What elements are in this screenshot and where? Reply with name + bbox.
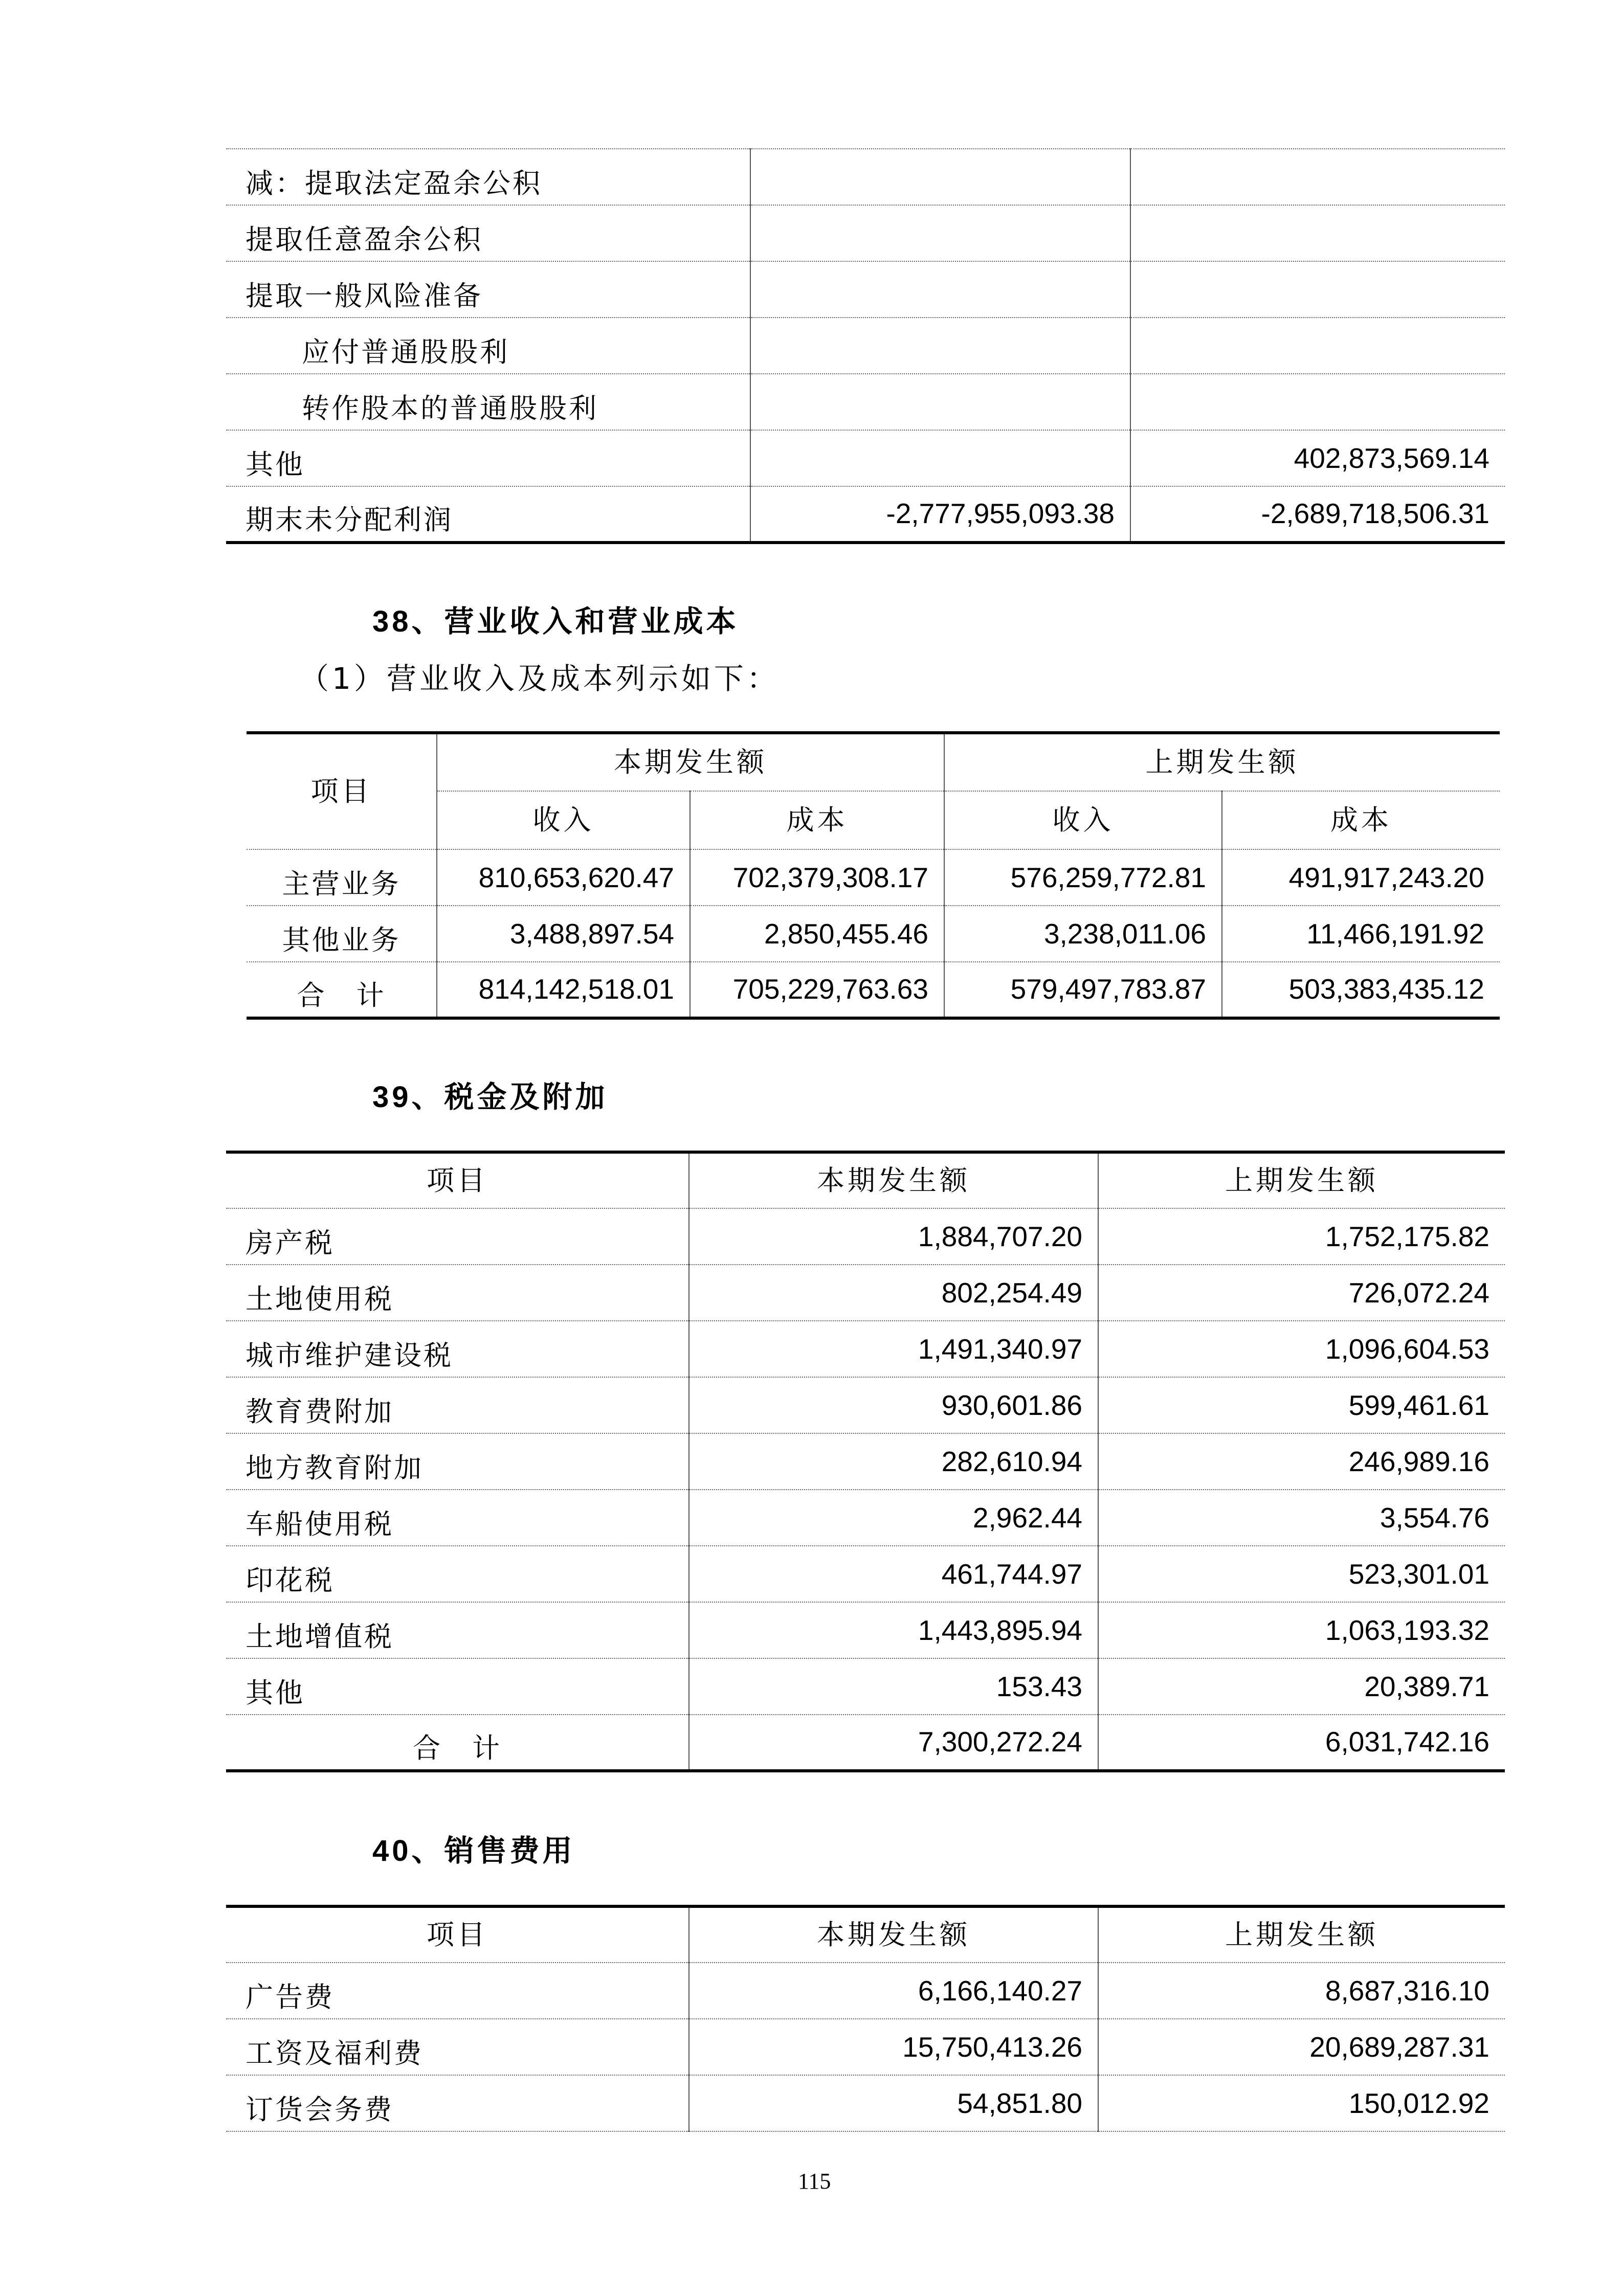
row-current-cost: 2,850,455.46 [690, 906, 944, 962]
row-current-value [750, 205, 1130, 261]
row-label: 主营业务 [247, 849, 437, 906]
row-label: 减：提取法定盈余公积 [226, 149, 750, 205]
total-label: 合 计 [226, 1715, 689, 1771]
row-label: 提取任意盈余公积 [226, 205, 750, 261]
section-38-heading: 38、营业收入和营业成本 [372, 605, 739, 638]
row-previous-value: 246,989.16 [1098, 1433, 1505, 1490]
row-current-value: 153.43 [689, 1658, 1098, 1715]
row-current-value: 282,610.94 [689, 1433, 1098, 1490]
table-taxes-surcharges [226, 1151, 1505, 1772]
table-row [226, 1265, 1505, 1321]
header-previous-cost: 成本 [1222, 791, 1500, 849]
table-retained-earnings [226, 148, 1505, 544]
row-previous-value [1130, 205, 1505, 261]
row-current-value [750, 149, 1130, 205]
table-row [226, 486, 1505, 543]
header-current-period: 本期发生额 [689, 1906, 1098, 1963]
row-current-value [750, 374, 1130, 430]
row-previous-value: 8,687,316.10 [1098, 1963, 1505, 2019]
row-current-value: 802,254.49 [689, 1265, 1098, 1321]
row-current-revenue: 814,142,518.01 [437, 962, 690, 1018]
header-current-revenue: 收入 [437, 791, 690, 849]
row-current-cost: 705,229,763.63 [690, 962, 944, 1018]
table-row [226, 261, 1505, 318]
row-previous-value: 1,096,604.53 [1098, 1321, 1505, 1377]
table-row [226, 149, 1505, 205]
row-current-value: -2,777,955,093.38 [750, 486, 1130, 543]
table-row [226, 2019, 1505, 2075]
row-label: 城市维护建设税 [226, 1321, 689, 1377]
row-label: 合 计 [247, 962, 437, 1018]
table-row [226, 1208, 1505, 1265]
header-previous-period: 上期发生额 [1098, 1152, 1505, 1208]
table-row [247, 962, 1500, 1018]
section-38-subheading: （1）营业收入及成本列示如下： [299, 661, 780, 696]
row-previous-cost: 11,466,191.92 [1222, 906, 1500, 962]
row-previous-value: 523,301.01 [1098, 1546, 1505, 1602]
row-label: 地方教育附加 [226, 1433, 689, 1490]
table-selling-expenses [226, 1905, 1505, 2132]
row-current-revenue: 810,653,620.47 [437, 849, 690, 906]
row-current-value: 15,750,413.26 [689, 2019, 1098, 2075]
row-previous-revenue: 579,497,783.87 [944, 962, 1222, 1018]
row-current-revenue: 3,488,897.54 [437, 906, 690, 962]
table-row [226, 374, 1505, 430]
row-label: 工资及福利费 [226, 2019, 689, 2075]
table-row [226, 205, 1505, 261]
row-previous-value: 1,752,175.82 [1098, 1208, 1505, 1265]
section-40-heading: 40、销售费用 [372, 1834, 575, 1867]
row-current-value: 1,443,895.94 [689, 1602, 1098, 1658]
row-current-value: 1,491,340.97 [689, 1321, 1098, 1377]
row-previous-revenue: 3,238,011.06 [944, 906, 1222, 962]
table-row [226, 1546, 1505, 1602]
row-current-value [750, 261, 1130, 318]
table-row [226, 1433, 1505, 1490]
header-current-period: 本期发生额 [437, 733, 944, 791]
header-item: 项目 [247, 733, 437, 849]
row-previous-value [1130, 149, 1505, 205]
row-label: 土地使用税 [226, 1265, 689, 1321]
header-previous-revenue: 收入 [944, 791, 1222, 849]
table-row [226, 1715, 1505, 1771]
row-previous-value: -2,689,718,506.31 [1261, 498, 1489, 529]
row-previous-cost: 491,917,243.20 [1222, 849, 1500, 906]
total-previous-value: 6,031,742.16 [1325, 1726, 1489, 1758]
row-previous-revenue: 576,259,772.81 [944, 849, 1222, 906]
row-previous-value: 20,689,287.31 [1098, 2019, 1505, 2075]
row-previous-value: 150,012.92 [1098, 2075, 1505, 2131]
row-current-value: 930,601.86 [689, 1377, 1098, 1433]
row-current-cost: 702,379,308.17 [690, 849, 944, 906]
row-label: 广告费 [226, 1963, 689, 2019]
row-previous-value: 726,072.24 [1098, 1265, 1505, 1321]
row-previous-value [1130, 261, 1505, 318]
row-previous-value: 1,063,193.32 [1098, 1602, 1505, 1658]
table-row [226, 1602, 1505, 1658]
row-label: 其他业务 [247, 906, 437, 962]
row-label: 车船使用税 [226, 1490, 689, 1546]
row-previous-cost: 503,383,435.12 [1288, 973, 1484, 1005]
table-row [226, 1321, 1505, 1377]
row-previous-value: 20,389.71 [1098, 1658, 1505, 1715]
header-current-period: 本期发生额 [689, 1152, 1098, 1208]
table-row [226, 1658, 1505, 1715]
row-current-value [750, 318, 1130, 374]
row-label: 教育费附加 [226, 1377, 689, 1433]
row-label: 土地增值税 [226, 1602, 689, 1658]
row-label: 期末未分配利润 [226, 486, 750, 543]
row-label: 提取一般风险准备 [226, 261, 750, 318]
row-label: 其他 [226, 1658, 689, 1715]
row-label: 订货会务费 [226, 2075, 689, 2131]
header-item: 项目 [226, 1152, 689, 1208]
table-row [226, 2075, 1505, 2131]
row-previous-value: 599,461.61 [1098, 1377, 1505, 1433]
row-current-value [750, 430, 1130, 486]
row-previous-value [1130, 318, 1505, 374]
row-current-value: 461,744.97 [689, 1546, 1098, 1602]
row-current-value: 54,851.80 [689, 2075, 1098, 2131]
table-row [226, 430, 1505, 486]
table-revenue-cost [247, 731, 1500, 1020]
header-previous-period: 上期发生额 [1098, 1906, 1505, 1963]
table-row [226, 1963, 1505, 2019]
section-39-heading: 39、税金及附加 [372, 1081, 608, 1114]
row-previous-value: 402,873,569.14 [1130, 430, 1505, 486]
table-row [226, 1377, 1505, 1433]
header-current-cost: 成本 [690, 791, 944, 849]
header-item: 项目 [226, 1906, 689, 1963]
row-previous-value [1130, 374, 1505, 430]
header-previous-period: 上期发生额 [944, 733, 1500, 791]
total-current-value: 7,300,272.24 [689, 1715, 1098, 1771]
table-row [226, 318, 1505, 374]
row-current-value: 2,962.44 [689, 1490, 1098, 1546]
row-label: 印花税 [226, 1546, 689, 1602]
row-current-value: 1,884,707.20 [689, 1208, 1098, 1265]
row-current-value: 6,166,140.27 [689, 1963, 1098, 2019]
page-number: 115 [798, 2169, 831, 2194]
row-label: 转作股本的普通股股利 [226, 374, 750, 430]
table-row [247, 849, 1500, 906]
row-label: 其他 [226, 430, 750, 486]
row-previous-value: 3,554.76 [1098, 1490, 1505, 1546]
table-row [226, 1490, 1505, 1546]
row-label: 应付普通股股利 [226, 318, 750, 374]
row-label: 房产税 [226, 1208, 689, 1265]
table-row [247, 906, 1500, 962]
